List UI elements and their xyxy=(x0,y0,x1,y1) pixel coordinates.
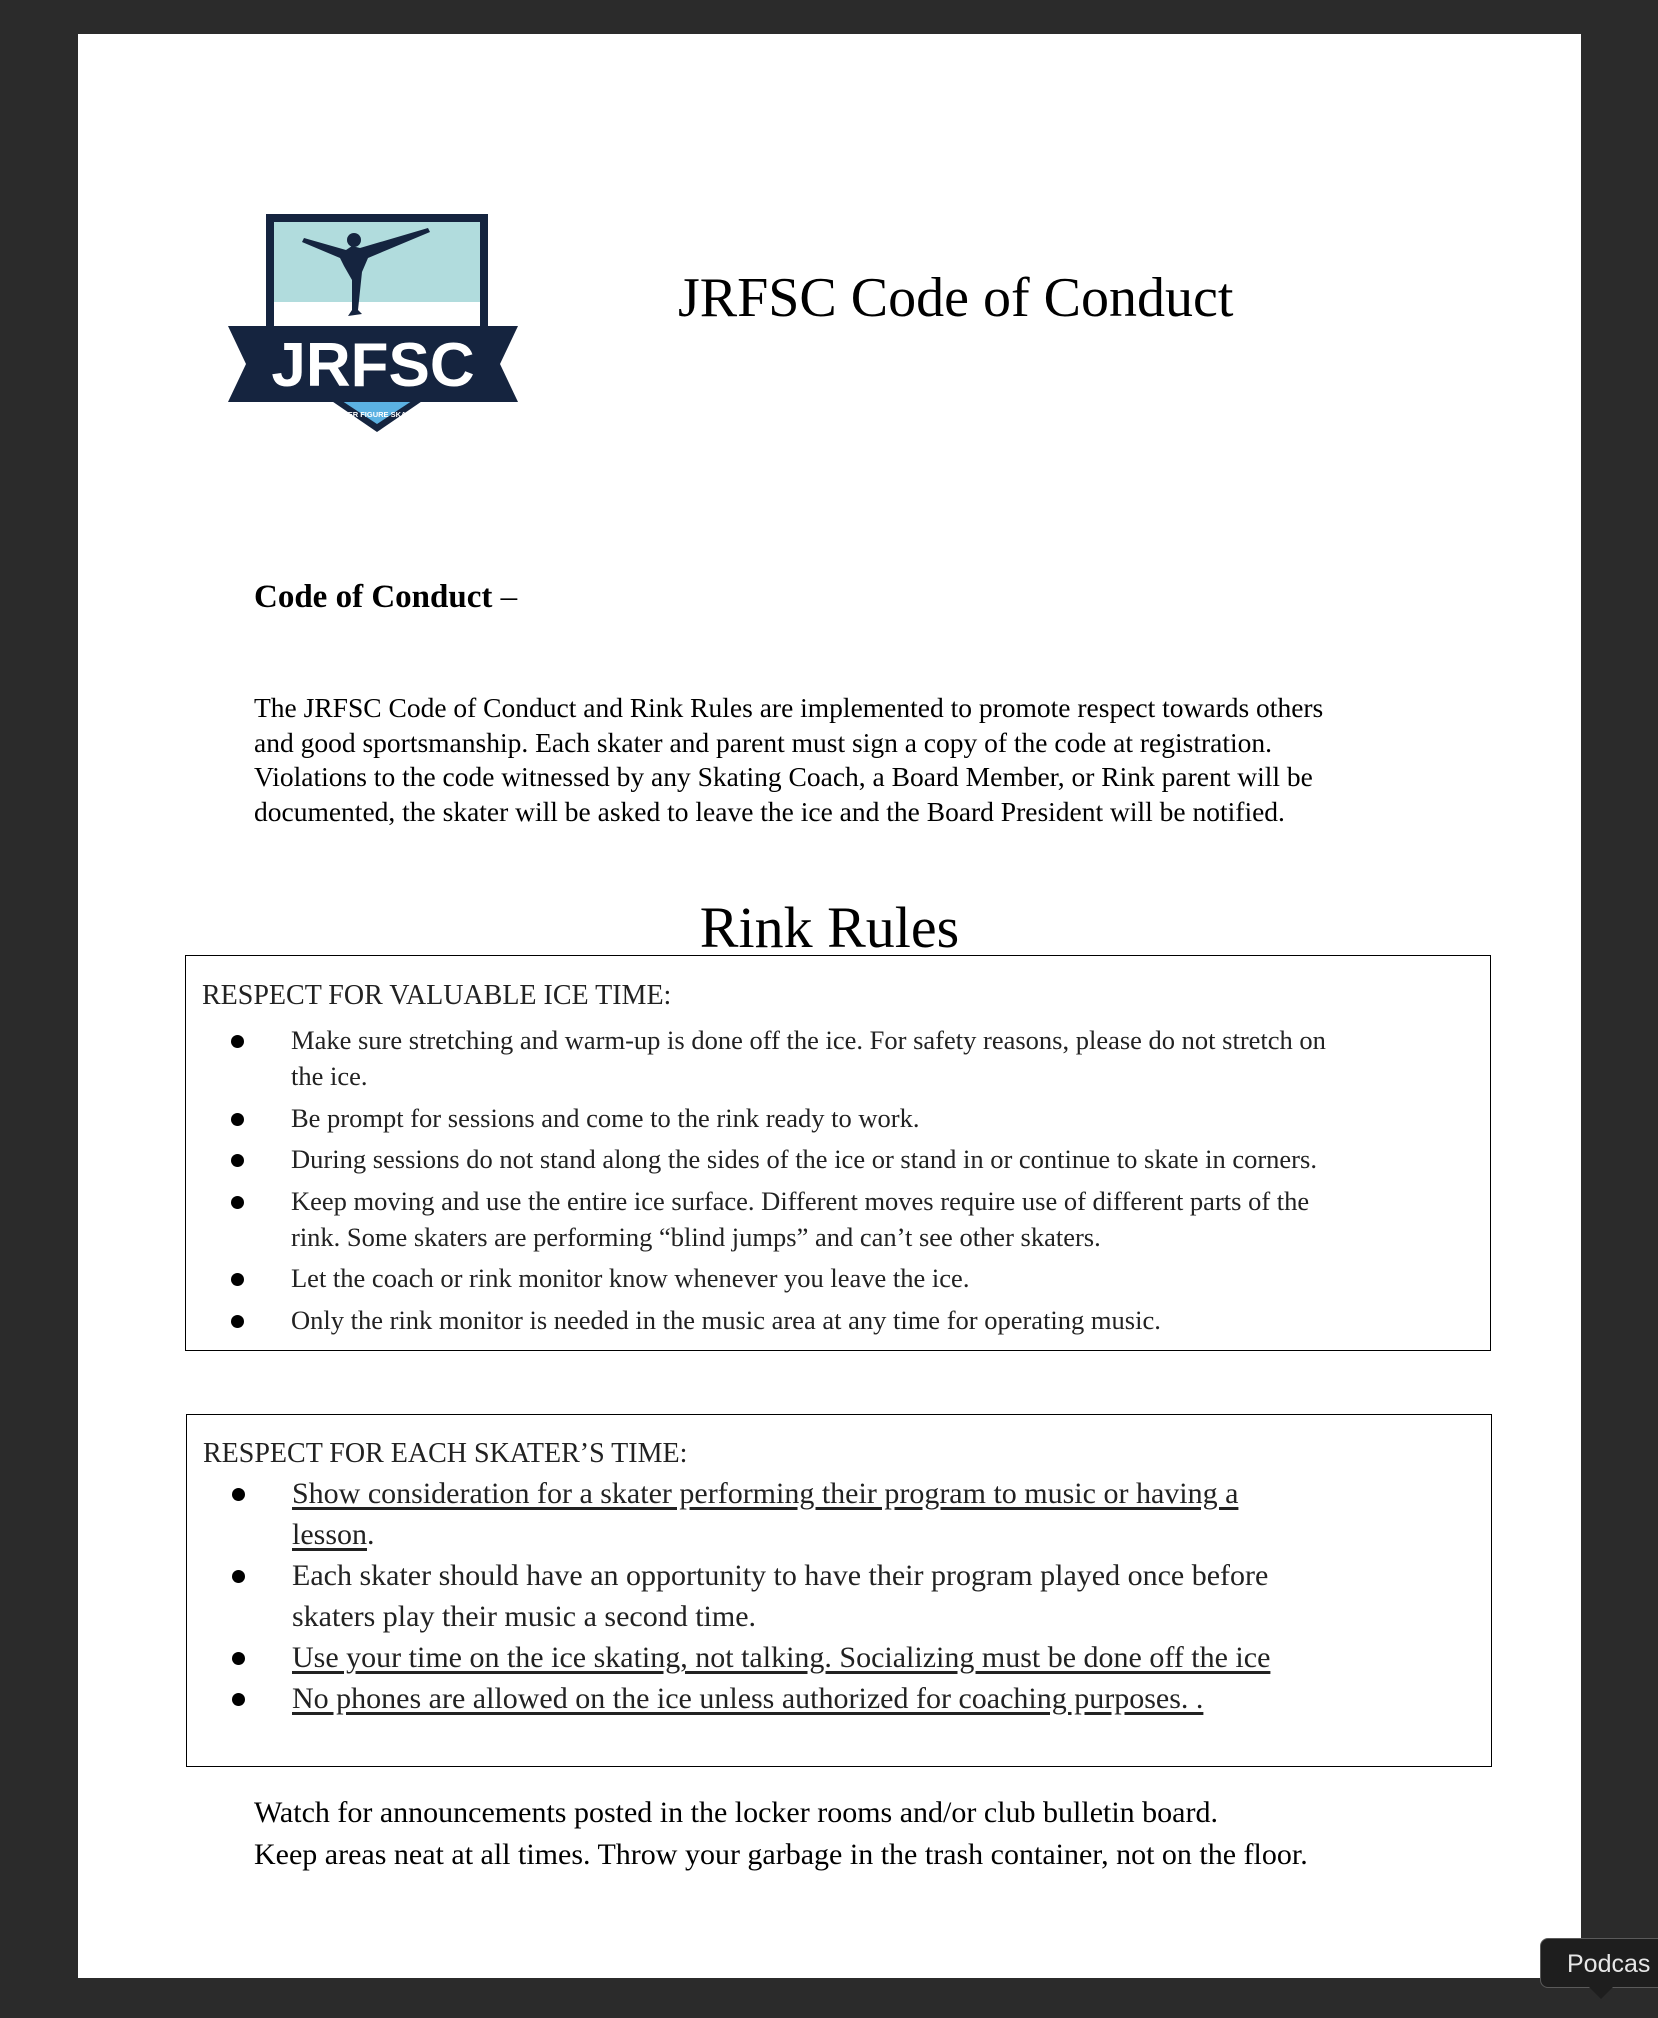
rule-text-suffix: . xyxy=(367,1518,375,1551)
list-item xyxy=(186,1022,1490,1094)
tooltip-arrow xyxy=(1588,1986,1614,1999)
rule-text-line: skaters play their music a second time. xyxy=(292,1600,757,1633)
bullet-icon xyxy=(232,1652,245,1665)
footer-notes xyxy=(254,1792,1308,1876)
rink-rules-title: Rink Rules xyxy=(699,895,960,960)
intro-paragraph xyxy=(254,691,1474,829)
bullet-icon xyxy=(232,1570,245,1583)
list-item xyxy=(186,1100,1490,1136)
rule-text-line: Show consideration for a skater performing their program to music or having a xyxy=(292,1477,1239,1510)
list-item xyxy=(187,1678,1491,1719)
rule-text-line xyxy=(292,1514,1451,1555)
skater-time-rules-list xyxy=(187,1473,1491,1719)
intro-line: Violations to the code witnessed by any Skating Coach, a Board Member, or Rink parent will be xyxy=(254,761,1313,792)
list-item xyxy=(187,1473,1491,1555)
bullet-icon xyxy=(231,1113,244,1126)
rule-text-line: rink. Some skaters are performing “blind jumps” and can’t see other skaters. xyxy=(291,1221,1101,1252)
rule-text-line: Let the coach or rink monitor know whenever you leave the ice. xyxy=(291,1263,970,1293)
ice-time-rules-list xyxy=(186,1022,1490,1343)
rule-text-line: the ice. xyxy=(291,1061,368,1091)
logo-subtitle: JAMES RIVER FIGURE SKATING CLUB xyxy=(307,410,447,419)
code-of-conduct-heading xyxy=(254,579,517,616)
rule-text-underlined: lesson xyxy=(292,1518,367,1551)
logo-acronym: JRFSC xyxy=(271,331,475,400)
list-item xyxy=(187,1555,1491,1637)
rule-text-line: Be prompt for sessions and come to the rink ready to work. xyxy=(291,1102,920,1133)
code-of-conduct-heading-text: Code of Conduct xyxy=(254,579,493,615)
intro-line: and good sportsmanship. Each skater and parent must sign a copy of the code at registration. xyxy=(254,726,1272,758)
ice-time-rules-box xyxy=(185,955,1491,1351)
heading-dash: – xyxy=(492,579,518,615)
rule-text-line: Keep moving and use the entire ice surface. Different moves require use of different parts of the xyxy=(291,1185,1310,1216)
intro-line: The JRFSC Code of Conduct and Rink Rules are implemented to promote respect towards others xyxy=(254,692,1324,723)
bullet-icon xyxy=(232,1693,245,1706)
bullet-icon xyxy=(231,1196,244,1209)
bullet-icon xyxy=(231,1035,244,1048)
bullet-icon xyxy=(231,1154,244,1167)
rule-text-line: Only the rink monitor is needed in the music area at any time for operating music. xyxy=(291,1304,1161,1335)
rule-text-line: Use your time on the ice skating, not talking. Socializing must be done off the ice xyxy=(292,1641,1271,1674)
list-item xyxy=(186,1302,1490,1338)
bullet-icon xyxy=(231,1315,244,1328)
intro-line: documented, the skater will be asked to leave the ice and the Board President will be notified. xyxy=(254,795,1285,827)
footer-line: Watch for announcements posted in the locker rooms and/or club bulletin board. xyxy=(254,1796,1218,1829)
rule-text-line: Each skater should have an opportunity to have their program played once before xyxy=(292,1559,1269,1592)
list-item xyxy=(186,1183,1490,1255)
skater-time-rules-box xyxy=(186,1414,1492,1767)
footer-line: Keep areas neat at all times. Throw your garbage in the trash container, not on the floor. xyxy=(254,1838,1308,1871)
skater-time-rules-title: RESPECT FOR EACH SKATER’S TIME: xyxy=(203,1438,688,1469)
list-item xyxy=(186,1260,1490,1296)
document-page xyxy=(78,34,1581,1978)
ice-time-rules-title: RESPECT FOR VALUABLE ICE TIME: xyxy=(202,980,672,1011)
list-item xyxy=(187,1637,1491,1678)
bullet-icon xyxy=(232,1488,245,1501)
bullet-icon xyxy=(231,1273,244,1286)
rule-text-line: Make sure stretching and warm-up is done off the ice. For safety reasons, please do not stretch on xyxy=(291,1025,1326,1055)
podcasts-tooltip: Podcas xyxy=(1540,1938,1658,1988)
rule-text-line: No phones are allowed on the ice unless authorized for coaching purposes. . xyxy=(292,1682,1204,1715)
list-item xyxy=(186,1141,1490,1177)
document-title: JRFSC Code of Conduct xyxy=(678,267,1234,329)
rule-text-line: During sessions do not stand along the sides of the ice or stand in or continue to skate in corners. xyxy=(291,1144,1317,1174)
jrfsc-logo xyxy=(228,210,518,500)
